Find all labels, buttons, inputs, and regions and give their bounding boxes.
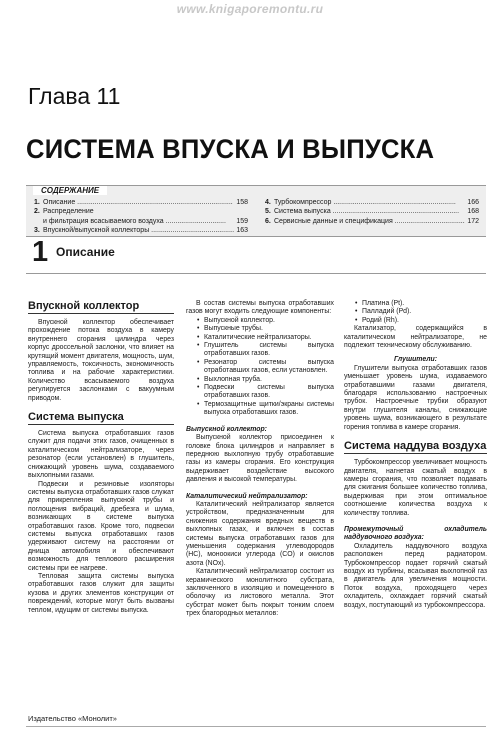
toc-item[interactable]: и фильтрация всасываемого воздуха ............................... 159 <box>43 217 248 225</box>
chapter-label: Глава 11 <box>28 83 121 109</box>
list-item: • Каталитические нейтрализаторы. <box>186 334 334 342</box>
heading-intake-manifold: Впускной коллектор <box>28 300 174 314</box>
section-header <box>26 235 486 274</box>
heading-exhaust-system: Система выпуска <box>28 411 174 425</box>
toc-item[interactable]: 2. Распределение <box>34 208 94 216</box>
list-item: • Резонатор системы выпуска отработавших газов, если установлен. <box>186 359 334 376</box>
paragraph: Впускной коллектор обеспечивает прохождение потока воздуха в камеру внутреннего сгорания цилиндра через корпус дроссельной заслонки, что влияет на крутящий момент двигателя, мощность, шум, управляемость, токсичность, экономичность топлива и на рабочие характеристики. Количество всасываемого воздуха регулируется заслонками с вакуумным приводом. <box>28 319 174 402</box>
paragraph: Подвески и резиновые изоляторы системы выпуска отработавших газов служат для прикрепления выпускной трубы и поглощения вибраций, дребезга и шума, возникающих в системе выпуска отработавших газов. Кроме того, подвески системы выпуска отработавших газов удерживают систему на расстоянии от днища автомобиля и обеспечивают возможность для теплового расширения системы при ее нагреве. <box>28 480 174 572</box>
column-1 <box>28 296 174 615</box>
page-title: СИСТЕМА ВПУСКА И ВЫПУСКА <box>26 134 435 164</box>
paragraph: Выпускной коллектор присоединен к головке блока цилиндров и направляет в переднюю выхлопную трубу отработавшие газы из камеры сгорания. Его конструкция выдерживает воздействие высокого давления и высокой температуры. <box>186 434 334 484</box>
subheading-intercooler: Промежуточный охладитель наддувочного воздуха: <box>344 525 487 542</box>
subheading-mufflers: Глушители: <box>393 356 438 364</box>
paragraph: Глушители выпуска отработавших газов уменьшает уровень шума, издаваемого отработавшими газами двигателя, благодаря использованию настроечных трубок. Настроечные трубки образуют внутри глушителя каналы, снижающие уровень шума, возникающего в результате горения топлива в камере сгорания. <box>344 364 487 431</box>
toc-item[interactable]: 1. Описание ................................................................................ 158 <box>34 199 248 206</box>
list-item: • Термозащитные щитки/экраны системы выпуска отработавших газов. <box>186 401 334 418</box>
watermark: www.knigaporemontu.ru <box>176 2 324 16</box>
toc-right-column <box>265 198 479 226</box>
toc-item[interactable]: 6. Сервисные данные и спецификация .................................... 172 <box>265 217 479 225</box>
heading-boost-system: Система наддува воздуха <box>344 440 487 453</box>
section-title: Описание <box>56 245 115 259</box>
paragraph: Система выпуска отработавших газов служит для подачи этих газов, очищенных в каталитическом нейтрализаторе, через резонатор (если установлен) в глушитель, снижающий уровень шума, создаваемого выхлопными газами. <box>28 430 174 480</box>
list-item: • Выпускные трубы. <box>186 325 334 333</box>
component-list <box>186 317 334 418</box>
paragraph: Каталитический нейтрализатор является устройством, предназначенным для снижения содержания вредных веществ в выхлопных газах, и включен в состав системы выпуска отработавших газов для уменьшения содержания углеводородов (HC), моноокиси углерода (CO) и окислов азота (NOx). <box>186 500 334 567</box>
paragraph: Тепловая защита системы выпуска отработавших газов служит для защиты кузова и других элементов конструкции от повреждений, которые могут быть вызваны теплом, идущим от системы выпуска. <box>28 572 174 614</box>
paragraph: В состав системы выпуска отработавших газов могут входить следующие компоненты: <box>186 300 334 316</box>
subheading-exhaust-manifold: Выпускной коллектор: <box>186 425 267 433</box>
paragraph: Катализатор, содержащийся в каталитическом нейтрализаторе, не подлежит техническому обслуживанию. <box>344 325 487 350</box>
list-item: • Родий (Rh). <box>344 317 487 325</box>
paragraph: Турбокомпрессор увеличивает мощность двигателя, нагнетая сжатый воздух в камеры сгорания, что позволяет подавать для сжигания большее количество топлива, выдерживая при этом оптимальное соотношение количества воздуха к количеству топлива. <box>344 459 487 517</box>
footer-divider <box>26 726 486 727</box>
list-item: • Платина (Pt). <box>344 300 487 308</box>
toc-item[interactable]: 3. Впускной/выпускной коллекторы ........................................... 163 <box>34 227 248 235</box>
toc-heading: СОДЕРЖАНИЕ <box>33 186 107 195</box>
list-item: • Палладий (Pd). <box>344 308 487 316</box>
column-2 <box>186 300 334 619</box>
publisher-footer: Издательство «Монолит» <box>28 714 117 723</box>
table-of-contents <box>26 185 486 237</box>
subheading-catalytic-converter: Каталитический нейтрализатор: <box>186 492 308 500</box>
toc-item[interactable]: 4. Турбокомпрессор ............................................................... 166 <box>265 199 479 206</box>
column-3 <box>344 300 487 610</box>
list-item: • Глушитель системы выпуска отработавших газов. <box>186 342 334 359</box>
toc-left-column <box>34 198 248 236</box>
paragraph: Каталитический нейтрализатор состоит из керамического монолитного субстрата, заключенного в изоляцию и помещенного в оболочку из листового металла. Этот субстрат может быть покрыт тонким слоем трех благородных металлов: <box>186 568 334 618</box>
list-item: • Выпускной коллектор. <box>186 317 334 325</box>
section-number: 1 <box>32 236 49 268</box>
list-item: • Выхлопная труба. <box>186 376 334 384</box>
paragraph: Охладитель наддувочного воздуха расположен перед радиатором. Турбокомпрессор подает горячий сжатый воздух из турбины, всасывая выхлопной газ в двигатель для увеличения мощности. Поток воздуха, проходящего через охладитель, охлаждает горячий сжатый воздух, поступающий из турбокомпрессора. <box>344 542 487 609</box>
list-item: • Подвески системы выпуска отработавших газов. <box>186 384 334 401</box>
toc-item[interactable]: 5. Система выпуска ................................................................. 168 <box>265 208 479 216</box>
metals-list <box>344 300 487 325</box>
